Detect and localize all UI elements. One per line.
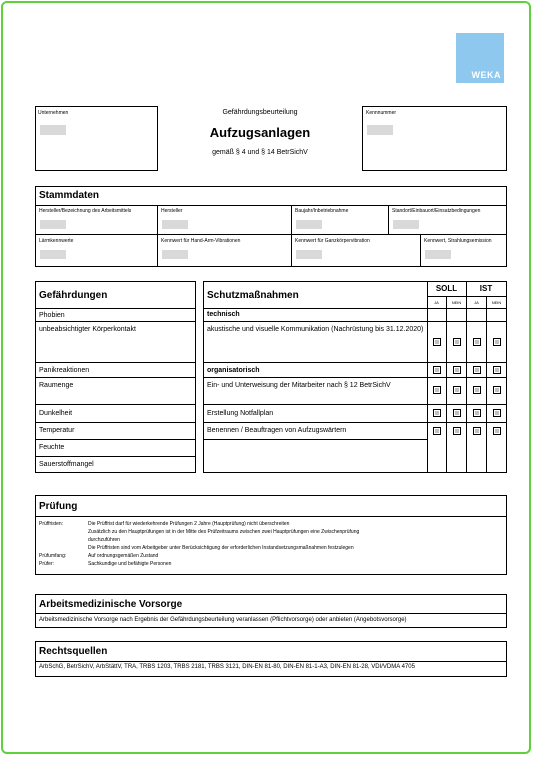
vorsorge-text: Arbeitsmedizinische Vorsorge nach Ergebnis der Gefährdungsbeurteilung veranlassen (Pflichtvorsorge) oder anbieten (Angebotsvorsorge) [39, 617, 407, 623]
technisch-label: technisch [207, 311, 240, 318]
field-input[interactable] [162, 220, 188, 229]
checkbox-ist-nein[interactable] [493, 427, 501, 435]
checkbox-soll-nein[interactable] [453, 386, 461, 394]
unternehmen-box [35, 106, 158, 171]
field-input[interactable] [162, 250, 188, 259]
divider [388, 205, 389, 234]
divider [36, 439, 195, 440]
divider [36, 661, 506, 662]
unternehmen-field[interactable] [40, 125, 66, 135]
soll-header: SOLL [435, 284, 458, 293]
checkbox-ist-nein[interactable] [493, 366, 501, 374]
divider [36, 422, 195, 423]
stammdaten-title: Stammdaten [39, 190, 100, 201]
checkbox-soll-ja[interactable] [433, 366, 441, 374]
checkbox-ist-ja[interactable] [473, 366, 481, 374]
field-label: Standort/Einbauort/Einsatzbedingungen [392, 208, 481, 214]
pruefung-text: Sachkundige und befähigte Personen [88, 561, 172, 567]
ist-header: IST [479, 284, 493, 293]
pruefung-label: Prüfer: [39, 561, 55, 567]
pruefung-label: Prüfumfang: [39, 553, 67, 559]
field-input[interactable] [296, 250, 322, 259]
gefaehrdung-item: Panikreaktionen [39, 367, 90, 374]
pruefung-title: Prüfung [39, 501, 78, 512]
divider [204, 321, 506, 322]
divider [36, 613, 506, 614]
divider [204, 308, 506, 309]
gefaehrdung-item: Feuchte [39, 444, 65, 451]
divider [36, 456, 195, 457]
checkbox-soll-ja[interactable] [433, 386, 441, 394]
field-label: Lärmkennwerte [39, 238, 74, 244]
document-title: Aufzugsanlagen [209, 125, 311, 140]
vorsorge-title: Arbeitsmedizinische Vorsorge [39, 599, 183, 610]
divider [36, 516, 506, 517]
vorsorge-section [35, 594, 507, 628]
checkbox-soll-ja[interactable] [433, 427, 441, 435]
unternehmen-label: Unternehmen [38, 110, 69, 116]
field-input[interactable] [296, 220, 322, 229]
ja-label: JA [474, 300, 479, 305]
field-label: Kennwert, Strahlungsemission [424, 238, 492, 244]
divider [204, 422, 506, 423]
stammdaten-section [35, 186, 507, 267]
checkbox-ist-ja[interactable] [473, 338, 481, 346]
checkbox-ist-nein[interactable] [493, 386, 501, 394]
pruefung-section [35, 495, 507, 575]
massnahme-item: Benennen / Beauftragen von Aufzugswärtern [207, 427, 347, 434]
field-label: Baujahr/Inbetriebnahme [295, 208, 349, 214]
field-input[interactable] [425, 250, 451, 259]
checkbox-ist-ja[interactable] [473, 386, 481, 394]
pruefung-text: Zusätzlich zu den Hauptprüfungen ist in der Mitte des Prüfzeitraums zwischen zwei Hauptprüfungen eine Zwischenprüfung [88, 529, 360, 535]
checkbox-soll-nein[interactable] [453, 427, 461, 435]
organisatorisch-label: organisatorisch [207, 367, 260, 374]
field-label: Kennwert für Hand-Arm-Vibrationen [161, 238, 241, 244]
gefaehrdung-item: Temperatur [39, 427, 75, 434]
divider [204, 377, 506, 378]
divider [36, 321, 195, 322]
kennnummer-box [362, 106, 507, 171]
checkbox-soll-ja[interactable] [433, 338, 441, 346]
rechtsquellen-section [35, 641, 507, 677]
divider [486, 296, 487, 472]
field-label: Hersteller [161, 208, 183, 214]
pruefung-text: Die Prüffrist darf für wiederkehrende Prüfungen 2 Jahre (Hauptprüfung) nicht überschreiten [88, 521, 290, 527]
nein-label: NEIN [491, 300, 502, 305]
checkbox-ist-ja[interactable] [473, 427, 481, 435]
divider [291, 205, 292, 266]
checkbox-ist-nein[interactable] [493, 409, 501, 417]
divider [204, 362, 506, 363]
logo-text: WEKA [471, 70, 501, 80]
document-subtitle: Gefährdungsbeurteilung [222, 109, 298, 116]
gefaehrdung-item: Raumenge [39, 382, 74, 389]
ja-label: JA [434, 300, 439, 305]
divider [446, 296, 447, 472]
pruefung-text: Auf ordnungsgemäßen Zustand [88, 553, 159, 559]
field-input[interactable] [393, 220, 419, 229]
pruefung-label: Prüffristen: [39, 521, 64, 527]
massnahme-item: Erstellung Notfallplan [207, 410, 274, 417]
checkbox-soll-ja[interactable] [433, 409, 441, 417]
checkbox-soll-nein[interactable] [453, 338, 461, 346]
gefaehrdung-item: Dunkelheit [39, 410, 73, 417]
weka-logo [456, 33, 504, 83]
gefaehrdungen-column [35, 281, 196, 473]
nein-label: NEIN [451, 300, 462, 305]
divider [204, 404, 506, 405]
divider [420, 234, 421, 266]
divider [36, 308, 195, 309]
massnahme-item: akustische und visuelle Kommunikation (Nachrüstung bis 31.12.2020) [207, 326, 424, 333]
field-input[interactable] [40, 250, 66, 259]
gefaehrdungen-header: Gefährdungen [39, 290, 108, 301]
divider [157, 205, 158, 266]
kennnummer-label: Kennnummer [366, 110, 397, 116]
checkbox-ist-nein[interactable] [493, 338, 501, 346]
pruefung-text: durchzuführen [88, 537, 120, 543]
pruefung-text: Die Prüffristen sind vom Arbeitgeber unter Berücksichtigung der erforderlichen Instandsetzungsmaßnahmen festzulegen [88, 545, 354, 551]
massnahme-item: Ein- und Unterweisung der Mitarbeiter nach § 12 BetrSichV [207, 382, 391, 389]
gefaehrdung-item: Sauerstoffmangel [39, 461, 94, 468]
gefaehrdung-item: Phobien [39, 312, 65, 319]
divider [427, 296, 506, 297]
kennnummer-field[interactable] [367, 125, 393, 135]
divider [204, 439, 427, 440]
divider [36, 404, 195, 405]
schutzmassnahmen-header: Schutzmaßnahmen [207, 290, 299, 301]
divider [36, 205, 506, 206]
checkbox-ist-ja[interactable] [473, 409, 481, 417]
rechtsquellen-title: Rechtsquellen [39, 646, 108, 657]
checkbox-soll-nein[interactable] [453, 366, 461, 374]
field-label: Kennwert für Ganzkörpervibration [295, 238, 370, 244]
rechtsquellen-text: ArbSchG, BetrSichV, ArbStättV, TRA, TRBS 1203, TRBS 2181, TRBS 3121, DIN-EN 81-80, DIN-EN 81-1-A3, DIN-EN 81-28, VDI/VDMA 4705 [39, 664, 415, 670]
field-label: Hersteller/Bezeichnung des Arbeitsmittels [39, 208, 132, 214]
checkbox-soll-nein[interactable] [453, 409, 461, 417]
divider [36, 377, 195, 378]
schutzmassnahmen-column [203, 281, 507, 473]
field-input[interactable] [40, 220, 66, 229]
divider [36, 234, 506, 235]
gefaehrdung-item: unbeabsichtigter Körperkontakt [39, 326, 136, 333]
divider [36, 362, 195, 363]
legal-basis: gemäß § 4 und § 14 BetrSichV [212, 149, 308, 156]
